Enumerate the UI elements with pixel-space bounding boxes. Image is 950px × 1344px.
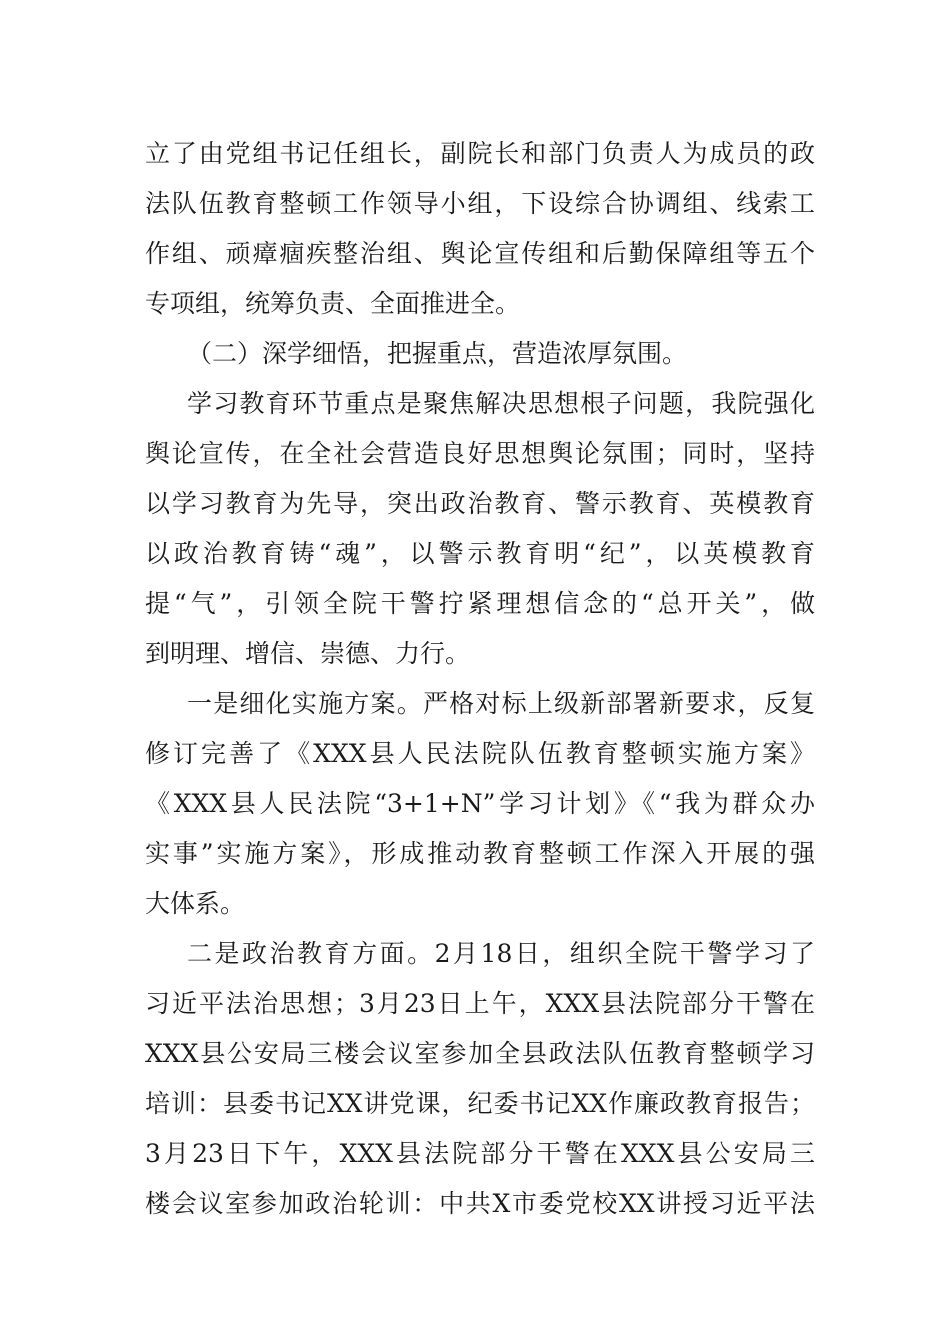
text-line-9: 以政治教育铸“魂”，以警示教育明“纪”，以英模教育 [145, 539, 815, 568]
text-line-6: 学习教育环节重点是聚焦解决思想根子问题，我院强化 [187, 389, 815, 418]
text-line-19: XXX县公安局三楼会议室参加全县政法队伍教育整顿学习 [145, 1039, 815, 1068]
text-line-4: 专项组，统筹负责、全面推进全。 [145, 289, 521, 318]
text-line-20: 培训：县委书记XX讲党课，纪委书记XX作廉政教育报告； [145, 1089, 815, 1118]
text-line-10: 提“气”，引领全院干警拧紧理想信念的“总开关”，做 [145, 589, 815, 618]
text-line-22: 楼会议室参加政治轮训：中共X市委党校XX讲授习近平法 [145, 1189, 815, 1218]
text-line-12: 一是细化实施方案。严格对标上级新部署新要求，反复 [187, 689, 815, 718]
text-line-16: 大体系。 [145, 889, 246, 918]
text-line-18: 习近平法治思想；3月23日上午，XXX县法院部分干警在 [145, 989, 815, 1018]
text-line-15: 实事”实施方案》，形成推动教育整顿工作深入开展的强 [145, 839, 815, 868]
text-line-3: 作组、顽瘴痼疾整治组、舆论宣传组和后勤保障组等五个 [145, 239, 815, 268]
text-line-13: 修订完善了《XXX县人民法院队伍教育整顿实施方案》 [145, 739, 815, 768]
text-line-14: 《XXX县人民法院“3+1+N”学习计划》《“我为群众办 [145, 789, 815, 818]
text-line-8: 以学习教育为先导，突出政治教育、警示教育、英模教育 [145, 489, 815, 518]
text-line-17: 二是政治教育方面。2月18日，组织全院干警学习了 [187, 939, 815, 968]
text-line-7: 舆论宣传，在全社会营造良好思想舆论氛围；同时，坚持 [145, 439, 815, 468]
text-line-2: 法队伍教育整顿工作领导小组，下设综合协调组、线索工 [145, 189, 815, 218]
text-line-11: 到明理、增信、崇德、力行。 [145, 639, 471, 668]
text-line-21: 3月23日下午，XXX县法院部分干警在XXX县公安局三 [145, 1139, 815, 1168]
section-heading: （二）深学细悟，把握重点，营造浓厚氛围。 [187, 339, 688, 368]
text-line-1: 立了由党组书记任组长，副院长和部门负责人为成员的政 [145, 139, 815, 168]
